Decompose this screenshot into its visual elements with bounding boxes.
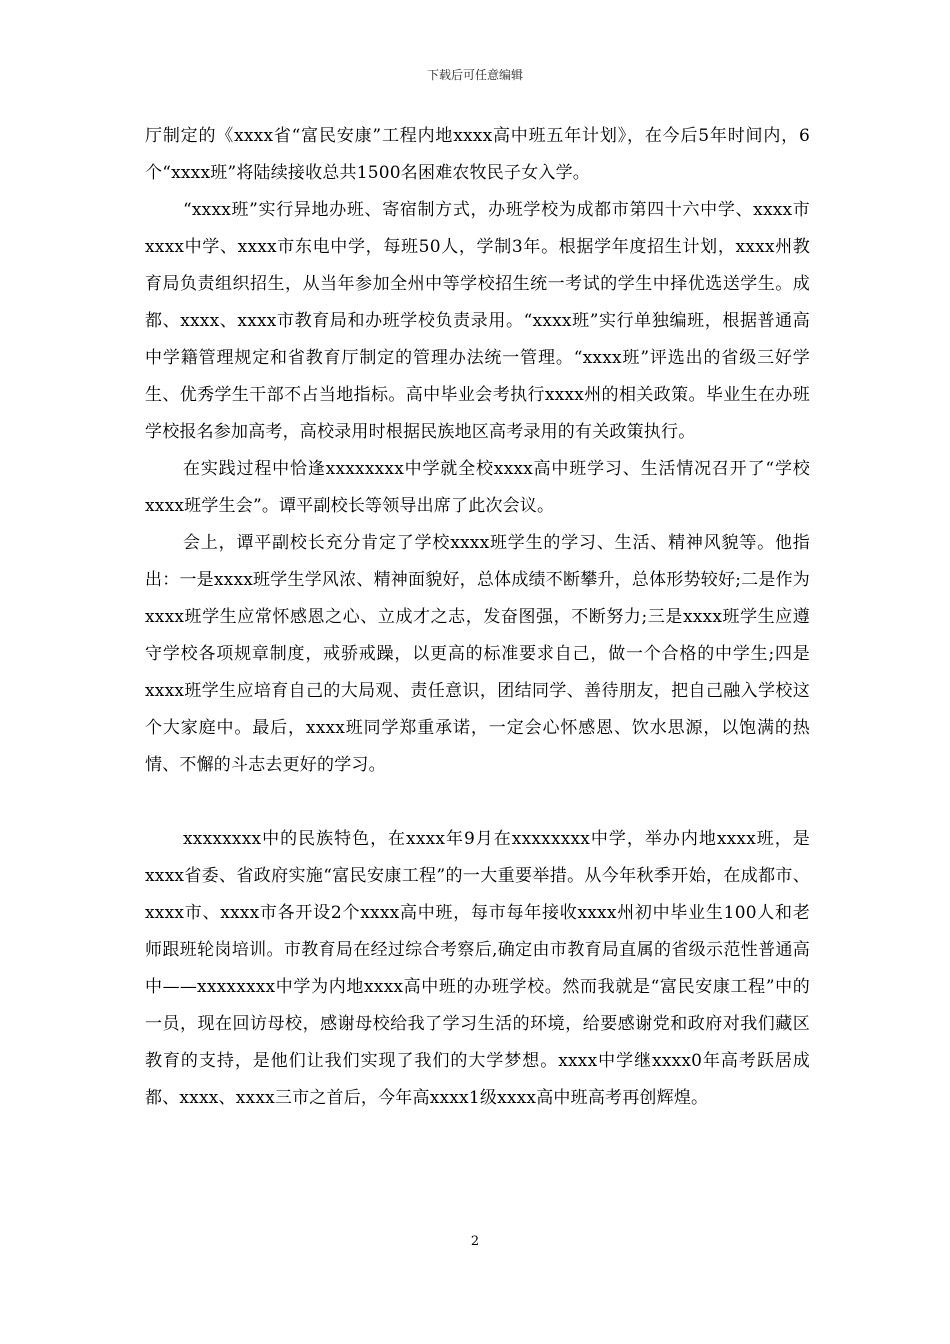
paragraph-1: 厅制定的《xxxx省“富民安康”工程内地xxxx高中班五年计划》，在今后5年时间内，6个“xxxx班”将陆续接收总共1500名困难农牧民子女入学。 [145,126,810,183]
paragraph-2: “xxxx班”实行异地办班、寄宿制方式，办班学校为成都市第四十六中学、xxxx市xxxx中学、xxxx市东电中学，每班50人，学制3年。根据学年度招生计划，xxxx州教育局负责组织招生，从当年参加全州中等学校招生统一考试的学生中择优选送学生。成都、xxxx、xxxx市教育局和办班学校负责录用。“xxxx班”实行单独编班，根据普通高中学籍管理规定和省教育厅制定的管理办法统一管理。“xxxx班”评选出的省级三好学生、优秀学生干部不占当地指标。高中毕业会考执行xxxx州的相关政策。毕业生在办班学校报名参加高考，高校录用时根据民族地区高考录用的有关政策执行。 [145,200,810,442]
paragraph-spacer [145,784,810,821]
paragraph-3: 在实践过程中恰逢xxxxxxxx中学就全校xxxx高中班学习、生活情况召开了“学校xxxx班学生会”。谭平副校长等领导出席了此次会议。 [145,459,810,516]
paragraph-4: 会上，谭平副校长充分肯定了学校xxxx班学生的学习、生活、精神风貌等。他指出：一是xxxx班学生学风浓、精神面貌好，总体成绩不断攀升，总体形势较好;二是作为xxxx班学生应常怀感恩之心、立成才之志，发奋图强，不断努力;三是xxxx班学生应遵守学校各项规章制度，戒骄戒躁，以更高的标准要求自己，做一个合格的中学生;四是xxxx班学生应培育自己的大局观、责任意识，团结同学、善待朋友，把自己融入学校这个大家庭中。最后，xxxx班同学郑重承诺，一定会心怀感恩、饮水思源，以饱满的热情、不懈的斗志去更好的学习。 [145,533,810,775]
page-header: 下载后可任意编辑 [426,68,523,82]
document-body [145,118,810,1117]
page-number: 2 [470,1234,480,1249]
paragraph-5: xxxxxxxx中的民族特色，在xxxx年9月在xxxxxxxx中学，举办内地xxxx班，是xxxx省委、省政府实施“富民安康工程”的一大重要举措。从今年秋季开始，在成都市、xxxx市、xxxx市各开设2个xxxx高中班，每市每年接收xxxx州初中毕业生100人和老师跟班轮岗培训。市教育局在经过综合考察后,确定由市教育局直属的省级示范性普通高中——xxxxxxxx中学为内地xxxx高中班的办班学校。然而我就是“富民安康工程”中的一员，现在回访母校，感谢母校给我了学习生活的环境，给要感谢党和政府对我们藏区教育的支持，是他们让我们实现了我们的大学梦想。xxxx中学继xxxx0年高考跃居成都、xxxx、xxxx三市之首后，今年高xxxx1级xxxx高中班高考再创辉煌。 [145,829,810,1108]
